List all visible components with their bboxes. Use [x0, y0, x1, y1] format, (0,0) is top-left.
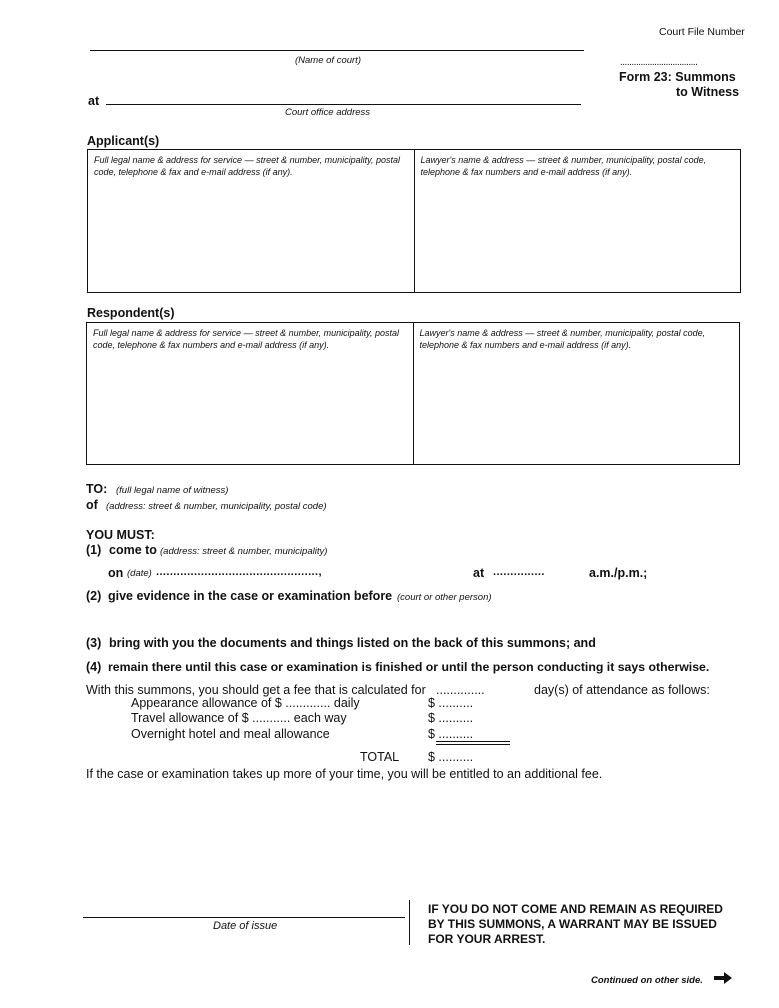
respondents-box [86, 322, 740, 465]
fee-intro: With this summons, you should get a fee that is calculated for [86, 683, 426, 697]
of-label: of [86, 498, 98, 512]
at-time-label: at [473, 566, 485, 580]
appearance-allowance-label: Appearance allowance of $ ............. daily [131, 696, 360, 710]
travel-amount-field[interactable]: $ .......... [428, 711, 474, 725]
at-label: at [88, 94, 100, 108]
hotel-amount-field[interactable]: $ .......... [428, 727, 474, 741]
you-must-heading: YOU MUST: [86, 528, 155, 542]
item1-hint: (address: street & number, municipality) [160, 546, 328, 557]
applicants-box [87, 149, 741, 293]
court-file-number-label: Court File Number [659, 26, 745, 38]
arrow-right-icon [713, 971, 733, 990]
name-of-court-line[interactable] [90, 50, 584, 51]
item3-number: (3) [86, 636, 102, 650]
item2-number: (2) [86, 589, 102, 603]
days-field[interactable]: .............. [436, 683, 485, 697]
court-file-number-field[interactable]: .................................. [620, 57, 698, 68]
item4-number: (4) [86, 660, 102, 674]
to-hint: (full legal name of witness) [116, 485, 229, 496]
form-title-line2: to Witness [676, 85, 740, 99]
applicant-address-cell[interactable]: Full legal name & address for service — street & number, municipality, postal code, telephone & fax and e-mail address (if any). [94, 155, 400, 177]
name-of-court-caption: (Name of court) [295, 55, 361, 66]
item1-text: come to [109, 543, 157, 557]
total-rule-bottom [436, 744, 510, 745]
item2-hint: (court or other person) [397, 592, 492, 603]
of-hint: (address: street & number, municipality, postal code) [106, 501, 327, 512]
am-pm-label: a.m./p.m.; [589, 566, 648, 580]
warning-line3: FOR YOUR ARREST. [428, 932, 546, 946]
respondent-address-cell[interactable]: Full legal name & address for service — street & number, municipality, postal code, telephone & fax numbers and e-mail address (if any). [93, 328, 399, 350]
fee-intro-suffix: day(s) of attendance as follows: [534, 683, 710, 697]
total-label: TOTAL [360, 750, 400, 764]
travel-allowance-label: Travel allowance of $ ........... each way [131, 711, 347, 725]
on-label: on [108, 566, 124, 580]
respondents-heading: Respondent(s) [87, 306, 175, 320]
hotel-allowance-label: Overnight hotel and meal allowance [131, 727, 330, 741]
warning-line1: IF YOU DO NOT COME AND REMAIN AS REQUIRED [428, 902, 723, 916]
continued-note: Continued on other side. [591, 975, 703, 986]
item3-text: bring with you the documents and things listed on the back of this summons; and [109, 636, 596, 650]
applicants-heading: Applicant(s) [87, 134, 160, 148]
warning-line2: BY THIS SUMMONS, A WARRANT MAY BE ISSUED [428, 917, 717, 931]
applicant-lawyer-cell[interactable]: Lawyer's name & address — street & number, municipality, postal code, telephone & fax numbers and e-mail address (if any). [414, 150, 741, 292]
court-office-address-line[interactable] [106, 104, 581, 105]
appearance-amount-field[interactable]: $ .......... [428, 696, 474, 710]
item1-number: (1) [86, 543, 102, 557]
time-field[interactable]: ............... [493, 566, 545, 578]
total-amount-field[interactable]: $ .......... [428, 750, 474, 764]
date-of-issue-caption: Date of issue [213, 920, 278, 932]
date-of-issue-line[interactable] [83, 917, 405, 918]
date-field[interactable]: ..............................................., [156, 566, 322, 578]
warning-divider [409, 900, 410, 945]
additional-fee-note: If the case or examination takes up more of your time, you will be entitled to an additional fee. [86, 767, 603, 781]
to-label: TO: [86, 482, 108, 496]
form-title-line1: Form 23: Summons [619, 70, 736, 84]
item2-text: give evidence in the case or examination before [108, 589, 393, 603]
date-hint: (date) [127, 568, 152, 579]
item4-text: remain there until this case or examination is finished or until the person conducting it says otherwise. [108, 660, 710, 674]
respondent-lawyer-cell[interactable]: Lawyer's name & address — street & number, municipality, postal code, telephone & fax numbers and e-mail address (if any). [413, 323, 740, 464]
total-rule-top [436, 741, 510, 742]
court-office-address-caption: Court office address [285, 107, 371, 118]
